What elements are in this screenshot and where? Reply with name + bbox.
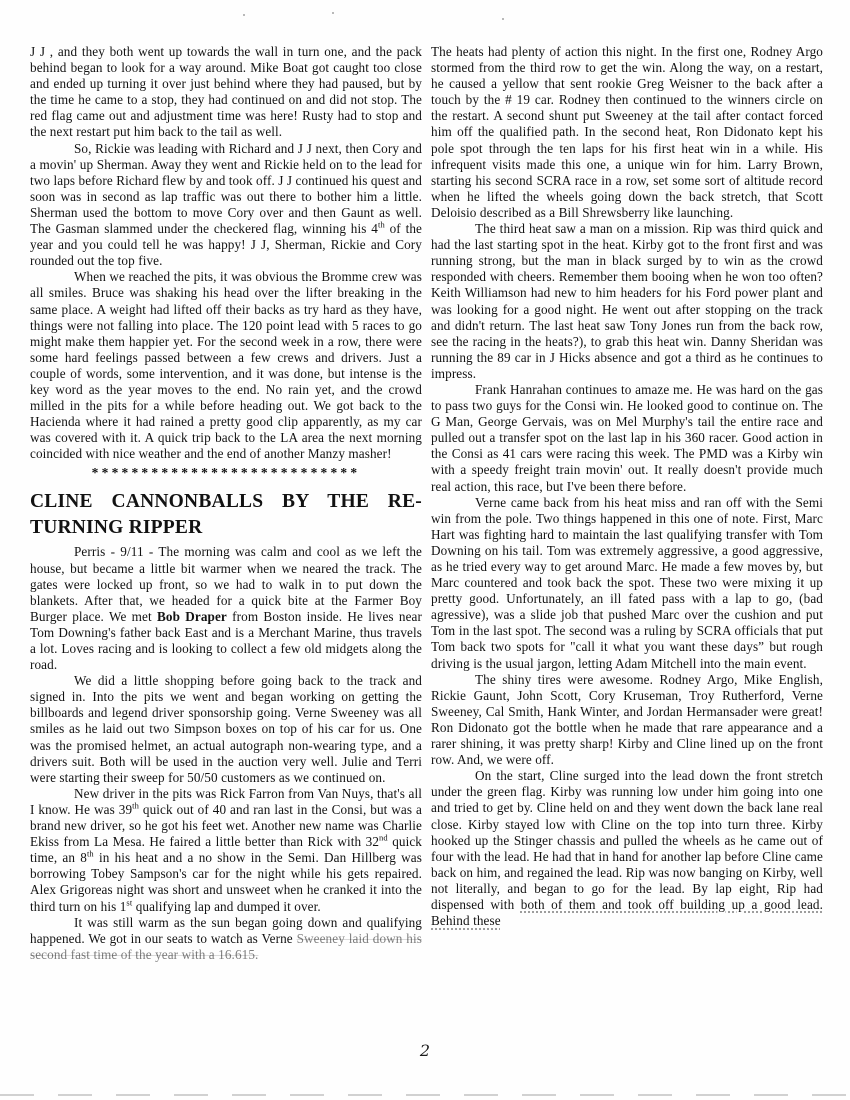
scan-speck: [243, 14, 245, 16]
page-number: 2: [419, 1041, 431, 1060]
paragraph: [431, 221, 823, 382]
text-segment: It was still warm as the sun began going down and qualifying happened. We got in our seats to watch as Verne: [30, 914, 422, 946]
text-segment: The third heat saw a man on a mission. Rip was third quick and had the last starting spot in the heat. Kirby got to the front first and was running strong, but the man in black surged by to win as the crowd responded with cheers. Remember them booing when he won too often? Keith Williamson had new to him headers for his Ford power plant and was looking for a good night. He went out after stopping on the track and didn't return. The last heat saw Tony Jones run from the back row, see the racing in the heats?), to grab this heat win. Danny Sheridan was running the 89 car in J Hicks absence and got a third as he continues to impress.: [431, 221, 823, 381]
paragraph: [30, 44, 422, 141]
paragraph: [30, 544, 422, 673]
text-segment: J J , and they both went up towards the wall in turn one, and the pack behind began to look for a way around. Mike Boat got caught too close and ended up turning it over just behind where they had paused, but by the time he came to a stop, they had continued on and did not stop. The red flag came out and adjustment time was here! Rusty had to stop and the next restart put him back to the tail as well.: [30, 44, 422, 140]
paragraph: [30, 141, 422, 270]
paragraph: [431, 44, 823, 221]
scan-speck: [332, 12, 334, 14]
text-segment: New driver in the pits was Rick Farron from Van Nuys, that's all I know. He was 39: [30, 785, 422, 817]
text-segment: qualifying lap and dumped it over.: [132, 898, 321, 914]
scan-speck: [502, 18, 504, 20]
paragraph: [431, 495, 823, 672]
text-segment: Bob Draper: [157, 608, 227, 624]
text-segment: th: [132, 800, 139, 811]
text-segment: The shiny tires were awesome. Rodney Argo, Mike English, Rickie Gaunt, John Scott, Cory Kruseman, Troy Rutherford, Verne Sweeney, Cal Smith, Hank Winter, and Jordan Hermansader were great! Ron Didonato got the bottle when he made that rare appearance and a rarer shining, it was pretty sharp! Kirby and Cline lined up on the front row. And, we were off.: [431, 671, 823, 768]
text-segment: st: [126, 897, 133, 908]
text-segment: On the start, Cline surged into the lead down the front stretch under the green flag. Kirby was running low under him going into one and tried to get by. Cline held on and they went down the back lane real close. Kirby stayed low with Cline on the top into turn three. Kirby hooked up the Stinger chassis and pulled the wheels as he came out of four with the lead. He had that in hand for another lap before Cline came back on him, and regained the lead. Rip was now banging on Kirby, well not literally, and began to go for the lead. By lap eight, Rip had dispensed with: [431, 768, 823, 912]
right-column: [431, 44, 823, 929]
text-segment: nd: [379, 832, 388, 843]
scan-edge-artifact: [0, 1094, 850, 1096]
paragraph: [30, 786, 422, 915]
article-headline: CLINE CANNONBALLS BY THE RE-TURNING RIPPER: [30, 491, 422, 539]
text-segment: th: [86, 848, 94, 859]
text-segment: The heats had plenty of action this night. In the first one, Rodney Argo stormed from the third row to get the win. Along the way, on a restart, he caused a yellow that sent rookie Greg Weisner to the back after a touch by the # 19 car. Rodney then continued to the winners circle on the restart. A second shunt put Sweeney at the tail after contact forced him off the qualified path. In the second heat, Ron Didonato kept his pole spot through the ten laps for his first heat win in a while. His infrequent visits made this one, a unique win for him. Larry Brown, starting his second SCRA race in a row, set some sort of altitude record when he lifted the wheels going down the back stretch, that Scott Deloisio described as a Bill Shrewsberry like launching.: [431, 44, 823, 220]
paragraph: [431, 768, 823, 929]
text-segment: Verne came back from his heat miss and ran off with the Semi win from the pole. Two things happened in this one of note. First, Marc Hart was fighting hard to maintain the last qualifying transfer with Tom Downing on his tail. Tom was extremely aggressive, a good aggressive, as he tried every way to get around Marc. He made a few moves by, but Marc countered and took back the spot. These two were mixing it up pretty good. Unfortunately, an ill fated pass with a lap to go, (bad agressive), was a slide job that pushed Marc over the cushion and put Tom in the last spot. The second was a ruling by SCRA officials that put Tom back two spots for "call it what you want these days” but rough driving is the usual jargon, letting Adam Mitchell into the main event.: [431, 494, 823, 671]
paragraph: [30, 915, 422, 963]
text-segment: Perris - 9/11 - The morning was calm and cool as we left the house, but became a little bit warmer when we neared the track. The gates were locked up front, so we had to walk in to put down the blankets. After that, we headed for a quick bite at the Farmer Boy Burger place. We met: [30, 544, 422, 624]
left-column: [30, 44, 422, 963]
text-segment: We did a little shopping before going back to the track and signed in. Into the pits we went and began working on getting the billboards and legend driver sponsorship going. Verne Sweeney was all smiles as he laid out two Simpson boxes on top of his car for us. One was the promised helmet, an actual autograph non-wearing type, and a drivers suit. Both will be used in the auction very well. Julie and Terri were starting their sweep for 50/50 customers as we continued on.: [30, 673, 422, 785]
paragraph: [30, 673, 422, 786]
text-segment: quick out of 40 and ran last in the Consi, but was a brand new driver, so he got his feet wet. Another new name was Charlie Ekiss from La Mesa. He faired a little better than Rick with 32: [30, 801, 422, 850]
paragraph: [431, 672, 823, 769]
text-segment: When we reached the pits, it was obvious the Bromme crew was all smiles. Bruce was shaking his head over the lifter breaking in the same place. A weight had lifted off their backs as try hard as they have, things were not falling into place. The 120 point lead with 5 races to go might make them happier yet. For the second week in a row, there were some hard feelings passed between a few crews and drivers. Just a couple of words, some intervention, and it was done, but intense is the key word as the year moves to the end. No rain yet, and the crowd milled in the pits for a while before heading out. We got back to the Hacienda where it had rained a pretty good clip apparently, as my car was covered with it. A quick trip back to the LA area the next morning coincided with nice weather and the end of another Manzy masher!: [30, 269, 422, 462]
text-segment: So, Rickie was leading with Richard and J J next, then Cory and a movin' up Sherman. Away they went and Rickie held on to the lead for two laps before Richard flew by and took off. J J continued his quest and soon was in second as lap traffic was out there to bother him a little. Sherman used the bottom to move Cory over and then Gaunt as well. The Gasman slammed under the checkered flag, winning his 4: [30, 140, 422, 237]
text-segment: quick time, an 8: [30, 834, 422, 866]
text-segment: both of them and took off building up a good lead. Behind these: [431, 896, 823, 929]
text-segment: in his heat and a no show in the Semi. Dan Hillberg was borrowing Tobey Sampson's car for the night while his gets repaired. Alex Grigoreas night was short and unsweet when he cranked it into the third turn on his 1: [30, 850, 422, 914]
paragraph: [30, 269, 422, 462]
text-segment: from Boston inside. He lives near Tom Downing's father back East and is a Merchant Marine, thus travels a lot. Loves racing and is looking to collect a few old midgets along the road.: [30, 608, 422, 673]
paragraph: [431, 382, 823, 495]
text-segment: of the year and you could tell he was happy! J J, Sherman, Rickie and Cory rounded out the top five.: [30, 221, 423, 269]
asterisk-divider: ***************************: [91, 465, 361, 481]
text-segment: Frank Hanrahan continues to amaze me. He was hard on the gas to pass two guys for the Consi win. He looked good to continue on. The G Man, George Gervais, was on Mel Murphy's tail the entire race and pulled out a transfer spot on the last lap in his 360 racer. Good action in the Consi as 41 cars were racing this week. The PMD was a Kirby win with a speedy freight train movin' out. It really doesn't provide much real action, this race, but I've been there before.: [431, 381, 823, 494]
text-segment: th: [378, 219, 385, 230]
text-segment: Sweeney laid down his second fast time of the year with a 16.615.: [30, 930, 422, 962]
